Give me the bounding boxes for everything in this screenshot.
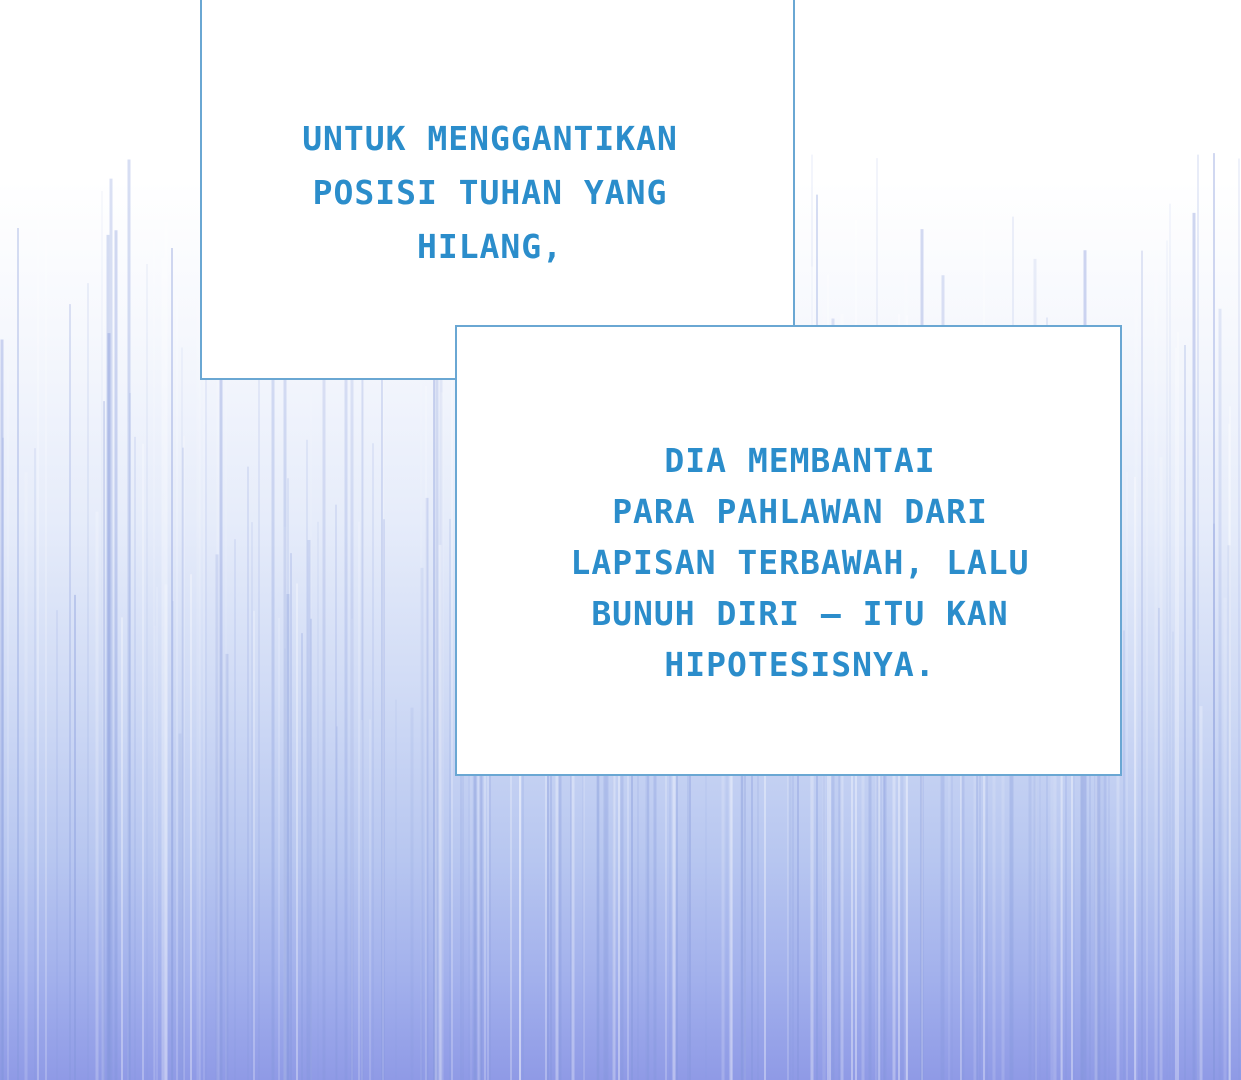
- narration-line: HILANG,: [416, 227, 564, 266]
- narration-line: POSISI TUHAN YANG: [312, 173, 668, 212]
- narration-line: UNTUK MENGGANTIKAN: [302, 119, 678, 158]
- narration-text-top: [230, 112, 750, 274]
- narration-text-bottom: [490, 435, 1110, 690]
- narration-line: LAPISAN TERBAWAH, LALU: [570, 543, 1030, 582]
- narration-line: PARA PAHLAWAN DARI: [612, 492, 988, 531]
- narration-box-join: [457, 327, 793, 382]
- narration-line: DIA MEMBANTAI: [664, 441, 936, 480]
- narration-line: BUNUH DIRI — ITU KAN: [591, 594, 1009, 633]
- narration-line: HIPOTESISNYA.: [664, 645, 936, 684]
